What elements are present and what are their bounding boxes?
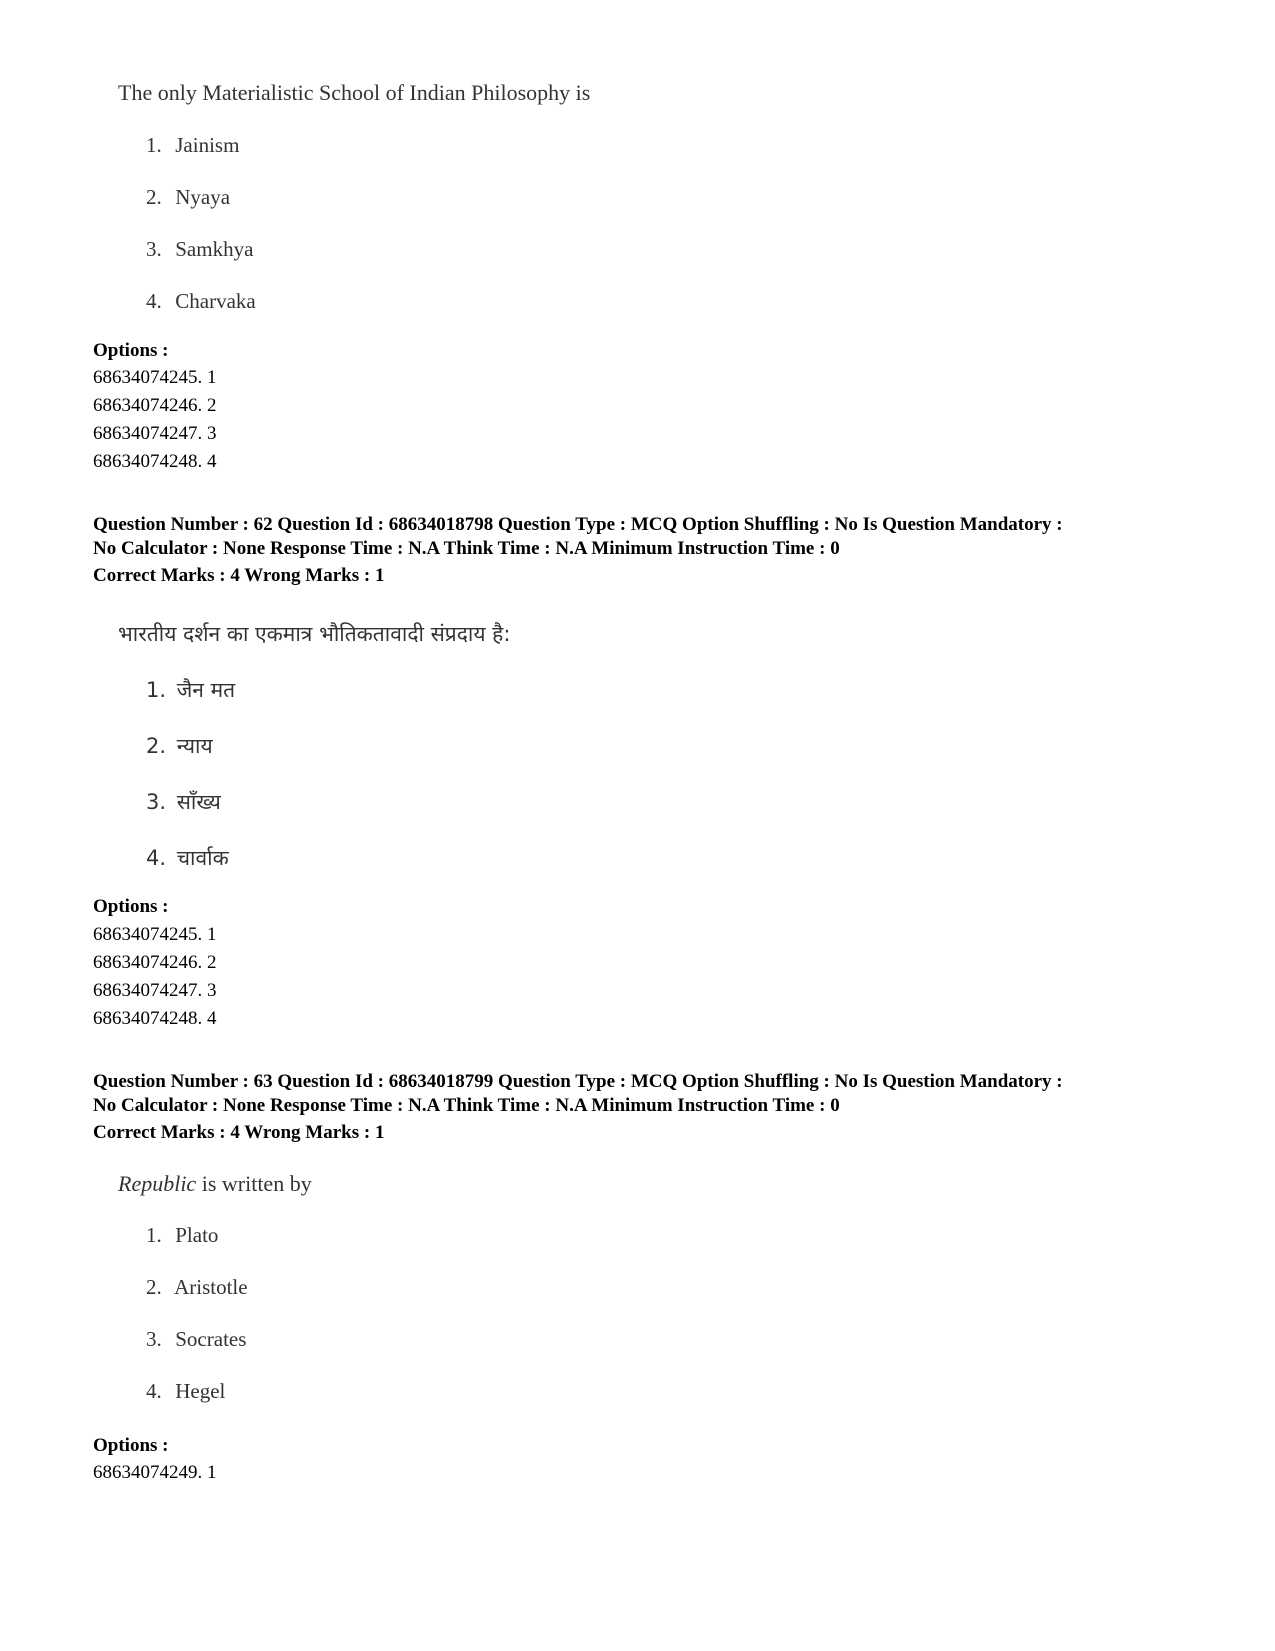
options-label: Options : bbox=[93, 1435, 169, 1456]
choice-number: 1. bbox=[146, 678, 167, 702]
option-id-line: 68634074249. 1 bbox=[93, 1462, 217, 1483]
option-id-line: 68634074248. 4 bbox=[93, 451, 217, 472]
choice-text: चार्वाक bbox=[176, 846, 229, 870]
choice-item bbox=[146, 185, 230, 210]
choice-item bbox=[146, 788, 221, 816]
option-id-line: 68634074247. 3 bbox=[93, 423, 217, 444]
marks-line: Correct Marks : 4 Wrong Marks : 1 bbox=[93, 1122, 385, 1143]
choice-number: 2. bbox=[146, 734, 167, 758]
option-id-line: 68634074246. 2 bbox=[93, 952, 217, 973]
question-meta bbox=[93, 1070, 1203, 1118]
choice-text: Aristotle bbox=[174, 1275, 248, 1299]
choice-text: Nyaya bbox=[175, 185, 231, 209]
choice-number: 1. bbox=[146, 1223, 162, 1247]
choice-item bbox=[146, 1327, 246, 1352]
choice-number: 3. bbox=[146, 1327, 162, 1351]
option-id-line: 68634074245. 1 bbox=[93, 367, 217, 388]
choice-number: 1. bbox=[146, 133, 162, 157]
choice-number: 3. bbox=[146, 790, 167, 814]
choice-number: 4. bbox=[146, 846, 167, 870]
choice-number: 4. bbox=[146, 289, 162, 313]
choice-item bbox=[146, 1275, 248, 1300]
question-meta-line: No Calculator : None Response Time : N.A Think Time : N.A Minimum Instruction Time : 0 bbox=[93, 538, 840, 559]
choice-number: 2. bbox=[146, 185, 162, 209]
question-text: भारतीय दर्शन का एकमात्र भौतिकतावादी संप्रदाय है: bbox=[118, 622, 511, 646]
options-label: Options : bbox=[93, 340, 169, 361]
option-id-line: 68634074248. 4 bbox=[93, 1008, 217, 1029]
choice-item bbox=[146, 676, 235, 704]
choice-text: Socrates bbox=[175, 1327, 247, 1351]
options-label: Options : bbox=[93, 896, 169, 917]
choice-text: जैन मत bbox=[176, 678, 236, 702]
choice-number: 2. bbox=[146, 1275, 162, 1299]
option-id-line: 68634074245. 1 bbox=[93, 924, 217, 945]
choice-number: 3. bbox=[146, 237, 162, 261]
question-meta bbox=[93, 513, 1203, 561]
choice-text: Jainism bbox=[175, 133, 240, 157]
choice-item bbox=[146, 289, 256, 314]
choice-item bbox=[146, 1223, 218, 1248]
choice-item bbox=[146, 844, 229, 872]
choice-text: न्याय bbox=[176, 734, 213, 758]
choice-text: Plato bbox=[175, 1223, 219, 1247]
question-text bbox=[118, 1171, 312, 1197]
question-meta-line: No Calculator : None Response Time : N.A Think Time : N.A Minimum Instruction Time : 0 bbox=[93, 1095, 840, 1116]
choice-text: Hegel bbox=[175, 1379, 226, 1403]
choice-text: Charvaka bbox=[175, 289, 256, 313]
option-id-line: 68634074247. 3 bbox=[93, 980, 217, 1001]
option-id-line: 68634074246. 2 bbox=[93, 395, 217, 416]
choice-item bbox=[146, 237, 253, 262]
question-meta-line: Question Number : 63 Question Id : 68634018799 Question Type : MCQ Option Shuffling : No Is Question Mandatory : bbox=[93, 1071, 1063, 1092]
choice-item bbox=[146, 133, 239, 158]
question-title-italic: Republic bbox=[118, 1171, 197, 1196]
choice-item bbox=[146, 732, 213, 760]
choice-item bbox=[146, 1379, 225, 1404]
choice-text: साँख्य bbox=[176, 790, 221, 814]
choice-text: Samkhya bbox=[175, 237, 254, 261]
marks-line: Correct Marks : 4 Wrong Marks : 1 bbox=[93, 565, 385, 586]
question-text-rest: is written by bbox=[196, 1171, 312, 1196]
question-meta-line: Question Number : 62 Question Id : 68634018798 Question Type : MCQ Option Shuffling : No Is Question Mandatory : bbox=[93, 514, 1063, 535]
question-text: The only Materialistic School of Indian Philosophy is bbox=[118, 80, 591, 105]
choice-number: 4. bbox=[146, 1379, 162, 1403]
